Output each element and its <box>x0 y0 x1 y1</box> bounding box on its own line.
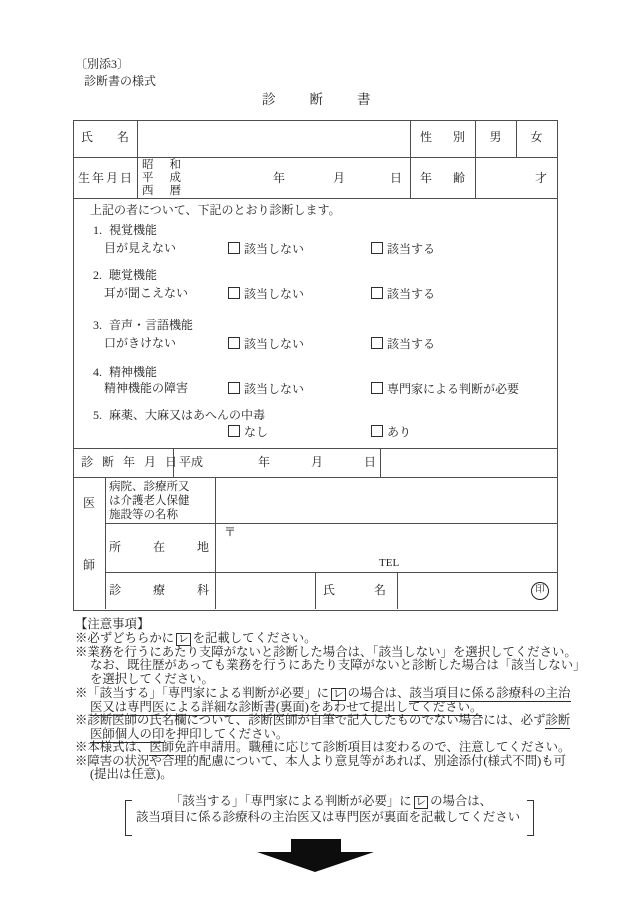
item4-opt1-checkbox[interactable] <box>228 382 240 394</box>
note-line: を選択してください。 <box>90 672 214 686</box>
page-title: 診断書 <box>262 92 405 107</box>
note-line <box>75 686 571 701</box>
name-field[interactable] <box>138 121 409 156</box>
note-line: ※障害の状況や合理的配慮について、本人より意見等があれば、別途添付(様式不問)も可 <box>75 754 566 768</box>
grid-line <box>380 448 381 477</box>
item-name: 聴覚機能 <box>109 268 158 282</box>
item2-opt2-checkbox[interactable] <box>371 287 383 299</box>
note-text: の場合は、 <box>347 686 410 700</box>
note-text-underlined: 医又は専門医による詳細な診断書(裏面)をあわせて提出してください。 <box>90 700 483 714</box>
note-text-underlined: 医師個人の印 <box>90 727 165 741</box>
note-text: ※診断医師の氏名欄について、診断医師が自筆で記入したものでない場合には、必ず <box>75 713 546 727</box>
doctor-column-char-bottom: 師 <box>83 558 96 572</box>
item-desc: 目が見えない <box>104 241 177 255</box>
left-bracket <box>125 800 132 836</box>
age-label: 年齢 <box>420 171 465 185</box>
note-text: 「該当する」「専門家による判断が必要」に <box>170 794 412 808</box>
item1-opt1-checkbox[interactable] <box>228 242 240 254</box>
item1-opt2-checkbox[interactable] <box>371 242 383 254</box>
item-number: 4. <box>93 365 102 379</box>
item1-opt2-label: 該当する <box>387 242 436 256</box>
diagnosis-day-label: 日 <box>364 455 377 469</box>
item-name: 精神機能 <box>109 365 158 379</box>
item1-opt1-label: 該当しない <box>244 242 305 256</box>
facility-label <box>109 480 213 522</box>
address-field[interactable] <box>240 524 556 554</box>
item-number: 5. <box>93 408 102 422</box>
note-text: ※本様式は、 <box>75 740 150 754</box>
exam-item-title <box>93 224 157 238</box>
item4-option-group <box>228 382 304 397</box>
note-line: なお、既往歴があっても業務を行うにあたり支障がないと診断した場合は「該当しない」 <box>90 658 586 672</box>
note-text: を押印してください。 <box>164 727 289 741</box>
item1-option-group <box>371 242 435 257</box>
down-arrow-icon <box>255 839 377 873</box>
name-label: 氏名 <box>81 130 129 144</box>
item-number: 2. <box>93 268 102 282</box>
postal-mark: 〒 <box>224 525 237 539</box>
facility-label-line: 病院、診療所又 <box>109 481 190 493</box>
exam-item-title <box>93 409 265 423</box>
item5-option-group <box>371 425 411 440</box>
facility-label-line: 施設等の名称 <box>109 509 178 521</box>
right-bracket <box>527 800 534 836</box>
age-unit: 才 <box>534 171 547 185</box>
sex-label: 性別 <box>420 130 465 144</box>
note-line <box>75 713 570 727</box>
note-text-underlined: 該当項目に係る診療科の主治 <box>409 686 571 700</box>
facility-label-line: は介護老人保健 <box>109 495 190 507</box>
birthdate-label: 生年月日 <box>78 171 132 185</box>
check-mark: レ <box>178 634 189 645</box>
item-name: 音声・言語機能 <box>109 318 194 332</box>
check-mark: レ <box>415 797 427 808</box>
bottom-note-line1 <box>170 794 492 809</box>
note-line: ※業務を行うにあたり支障がないと診断した場合は、「該当しない」を選択してください。 <box>75 645 577 659</box>
note-line <box>75 740 570 754</box>
doctor-name-label: 氏名 <box>323 583 386 597</box>
note-text: ※必ずどちらかに <box>75 631 175 645</box>
tel-label: TEL <box>379 557 400 569</box>
birth-year-label: 年 <box>273 171 286 185</box>
note-text: 免許申請用。職種に応じて診断項目は変わるので、注意してください。 <box>174 740 571 754</box>
item-number: 1. <box>93 223 102 237</box>
item3-option-group <box>228 337 304 352</box>
era-seireki[interactable]: 西暦 <box>142 185 181 197</box>
item-desc: 精神機能の障害 <box>104 381 189 395</box>
item5-opt1-label: なし <box>244 425 269 439</box>
sex-option-male[interactable]: 男 <box>489 130 502 144</box>
diagnosis-date-label: 診断年月日 <box>81 455 177 469</box>
item-desc: 耳が聞こえない <box>104 286 189 300</box>
exam-item-title <box>93 269 157 283</box>
item-number: 3. <box>93 318 102 332</box>
note-text: を記載してください。 <box>192 631 317 645</box>
diagnosis-year-label: 年 <box>258 455 271 469</box>
form-name: 診断書の様式 <box>84 74 157 88</box>
facility-name-field[interactable] <box>216 478 556 522</box>
doctor-column-char-top: 医 <box>83 496 96 510</box>
department-field[interactable] <box>216 573 314 609</box>
birth-year-field[interactable] <box>190 158 270 197</box>
item2-option-group <box>228 287 304 302</box>
note-text-underlined: 医師 <box>149 740 175 754</box>
age-field[interactable] <box>476 158 536 197</box>
item5-opt2-checkbox[interactable] <box>371 425 383 437</box>
notes-heading: 【注意事項】 <box>75 617 150 631</box>
item2-option-group <box>371 287 435 302</box>
exam-item-title <box>93 319 193 333</box>
item3-option-group <box>371 337 435 352</box>
birth-day-label: 日 <box>390 171 403 185</box>
item2-opt2-label: 該当する <box>387 287 436 301</box>
era-showa[interactable]: 昭和 <box>142 159 181 171</box>
exam-intro: 上記の者について、下記のとおり診断します。 <box>90 203 341 217</box>
item-desc: 口がきけない <box>104 336 177 350</box>
item-name: 視覚機能 <box>109 223 158 237</box>
note-text: ※「該当する」「専門家による判断が必要」に <box>75 686 330 700</box>
item4-opt1-label: 該当しない <box>244 382 305 396</box>
item5-opt2-label: あり <box>387 425 412 439</box>
grid-line <box>315 572 316 609</box>
department-label: 診療科 <box>109 583 209 597</box>
seal-char: 印 <box>535 585 545 596</box>
note-line: (提出は任意)。 <box>90 767 173 781</box>
diagnosis-era-label: 平成 <box>179 455 204 469</box>
grid-line <box>410 120 411 198</box>
attachment-label: 〔別添3〕 <box>75 57 130 71</box>
bottom-note-line2: 該当項目に係る診療科の主治医又は専門医が裏面を記載してください <box>136 810 521 824</box>
item4-option-group <box>371 382 519 397</box>
grid-line <box>73 198 557 199</box>
address-label: 所在地 <box>109 540 209 554</box>
item2-opt1-checkbox[interactable] <box>228 287 240 299</box>
item3-opt2-checkbox[interactable] <box>371 337 383 349</box>
grid-line <box>105 477 106 609</box>
item1-option-group <box>228 242 304 257</box>
note-line <box>75 631 317 646</box>
seal-icon <box>531 582 549 600</box>
diagnosis-date-field[interactable] <box>205 449 375 476</box>
check-mark: レ <box>333 689 344 700</box>
item2-opt1-label: 該当しない <box>244 287 305 301</box>
item4-opt2-label: 専門家による判断が必要 <box>387 382 520 396</box>
item-name: 麻薬、大麻又はあへんの中毒 <box>109 408 266 422</box>
diagnosis-month-label: 月 <box>311 455 324 469</box>
item3-opt2-label: 該当する <box>387 337 436 351</box>
note-text: の場合は、 <box>430 794 493 808</box>
item3-opt1-checkbox[interactable] <box>228 337 240 349</box>
item5-option-group <box>228 425 268 440</box>
tel-field[interactable] <box>400 556 556 571</box>
exam-item-title <box>93 366 157 380</box>
item5-opt1-checkbox[interactable] <box>228 425 240 437</box>
sex-option-female[interactable]: 女 <box>530 130 543 144</box>
note-text-underlined: 診断 <box>545 713 571 727</box>
era-heisei[interactable]: 平成 <box>142 172 181 184</box>
item3-opt1-label: 該当しない <box>244 337 305 351</box>
birth-month-label: 月 <box>333 171 346 185</box>
item4-opt2-checkbox[interactable] <box>371 382 383 394</box>
